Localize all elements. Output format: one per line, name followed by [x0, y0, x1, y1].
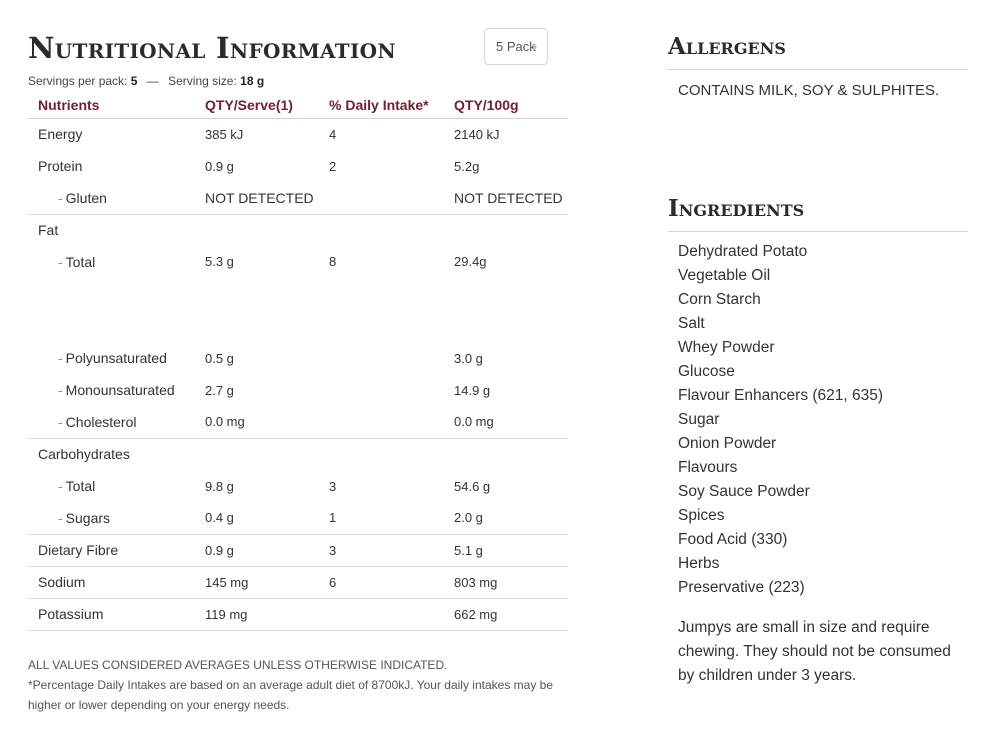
table-row [28, 534, 568, 566]
qty-100g: 29.4g [454, 254, 487, 269]
qty-serve [195, 214, 319, 246]
table-row [28, 150, 568, 182]
qty-serve: 0.4 g [195, 502, 319, 534]
list-item: Dehydrated Potato [678, 243, 808, 260]
nutrient-name: Carbohydrates [38, 446, 130, 463]
qty-100g: 803 mg [444, 566, 568, 598]
table-row [28, 566, 568, 598]
qty-serve: 0.9 g [205, 158, 234, 174]
qty-100g: 5.2g [454, 158, 480, 174]
daily-intake [319, 182, 444, 214]
list-item: Sugar [678, 411, 720, 428]
daily-intake: 1 [319, 502, 444, 534]
pack-size-select[interactable] [484, 28, 548, 65]
list-item: Whey Powder [678, 339, 775, 356]
daily-intake: 3 [329, 478, 337, 494]
qty-100g: 54.6 g [454, 478, 491, 494]
daily-intake [319, 598, 444, 630]
nutrient-name: Sodium [28, 566, 195, 598]
nutrition-notes [28, 655, 568, 715]
qty-serve [195, 438, 319, 470]
sub-dash: - [58, 254, 63, 270]
list-item: Soy Sauce Powder [678, 483, 810, 500]
qty-serve: 5.3 g [205, 254, 234, 269]
qty-100g [444, 214, 568, 246]
qty-100g: 14.9 g [454, 382, 491, 398]
sub-dash: - [58, 189, 63, 206]
sub-dash: - [58, 350, 63, 366]
nutrition-panel [28, 28, 568, 715]
daily-intake: 2 [329, 158, 337, 174]
nutrient-name: Total [65, 254, 96, 270]
qty-serve: 0.0 mg [195, 406, 319, 438]
header-nutrients: Nutrients [28, 92, 195, 118]
table-header-row [28, 92, 568, 118]
qty-100g: NOT DETECTED [444, 182, 568, 214]
qty-100g: 662 mg [444, 598, 568, 630]
chevron-right-icon [533, 43, 537, 51]
list-item: Corn Starch [678, 291, 761, 308]
qty-serve: 385 kJ [205, 126, 244, 142]
daily-intake [319, 374, 444, 406]
list-item: Flavours [678, 459, 738, 476]
serving-size-label: Serving size: [168, 74, 237, 88]
list-item: Spices [678, 507, 725, 524]
qty-serve: 0.5 g [205, 350, 234, 366]
nutrient-name: Polyunsaturated [65, 350, 167, 366]
list-item: Vegetable Oil [678, 267, 771, 284]
qty-serve: 0.9 g [195, 534, 319, 566]
table-row [28, 374, 568, 406]
sub-dash: - [58, 413, 63, 430]
qty-100g: 3.0 g [454, 350, 483, 366]
daily-intake [319, 214, 444, 246]
daily-intake [319, 438, 444, 470]
qty-100g: 0.0 mg [444, 406, 568, 438]
daily-intake: 4 [329, 126, 337, 142]
ingredients-list [668, 232, 968, 600]
sub-dash: - [58, 509, 63, 526]
nutrition-title: Nutritional Information [28, 31, 396, 65]
table-row [28, 502, 568, 534]
nutrient-name: Dietary Fibre [28, 534, 195, 566]
serving-size-value: 18 g [240, 74, 265, 88]
list-item: Salt [678, 315, 705, 332]
allergens-text: CONTAINS MILK, SOY & SULPHITES. [678, 82, 940, 99]
servings-separator: — [146, 74, 159, 88]
daily-intake: 8 [329, 254, 337, 269]
table-row [28, 246, 568, 342]
qty-serve: 119 mg [195, 598, 319, 630]
servings-info [28, 74, 568, 92]
allergens-title: Allergens [668, 28, 968, 70]
daily-intake: 3 [319, 534, 444, 566]
nutrient-name: Gluten [65, 189, 107, 206]
sub-dash: - [58, 478, 63, 494]
servings-label: Servings per pack: [28, 74, 128, 88]
list-item: Flavour Enhancers (621, 635) [678, 387, 884, 404]
sub-dash: - [58, 382, 63, 398]
list-item: Onion Powder [678, 435, 777, 452]
table-row [28, 470, 568, 502]
qty-serve: 9.8 g [205, 478, 234, 494]
nutrient-name: Cholesterol [65, 413, 137, 430]
list-item: Herbs [678, 555, 720, 572]
qty-serve: 2.7 g [205, 382, 234, 398]
ingredients-title: Ingredients [668, 190, 968, 232]
daily-intake-footnote: *Percentage Daily Intakes are based on an average adult diet of 8700kJ. Your daily intakes may be higher or lower depending on your energy needs. [28, 677, 554, 712]
qty-100g [444, 438, 568, 470]
nutrient-name: Fat [38, 222, 59, 239]
list-item: Glucose [678, 363, 735, 380]
nutrition-header [28, 28, 568, 68]
table-row [28, 182, 568, 214]
nutrient-name: Protein [38, 158, 83, 174]
qty-100g: 2.0 g [444, 502, 568, 534]
qty-serve: 145 mg [195, 566, 319, 598]
nutrient-name: Sugars [65, 509, 111, 526]
daily-intake [319, 406, 444, 438]
header-qty-100g: QTY/100g [444, 92, 568, 118]
table-row [28, 214, 568, 246]
daily-intake [319, 342, 444, 374]
table-row [28, 406, 568, 438]
table-row [28, 342, 568, 374]
nutrient-name: Energy [38, 126, 83, 143]
table-row [28, 438, 568, 470]
list-item: Preservative (223) [678, 579, 805, 596]
header-qty-serve: QTY/Serve(1) [195, 92, 319, 118]
pack-size-value: 5 Pack [496, 39, 536, 54]
qty-100g: 5.1 g [444, 534, 568, 566]
qty-100g: 2140 kJ [454, 126, 500, 142]
qty-serve: NOT DETECTED [195, 182, 319, 214]
list-item: Food Acid (330) [678, 531, 788, 548]
table-row [28, 118, 568, 150]
nutrient-name: Potassium [28, 598, 195, 630]
choking-warning: Jumpys are small in size and require chewing. They should not be consumed by children under 3 years. [678, 619, 951, 684]
side-panel [668, 28, 968, 688]
averages-note: ALL VALUES CONSIDERED AVERAGES UNLESS OTHERWISE INDICATED. [28, 657, 448, 672]
daily-intake: 6 [319, 566, 444, 598]
nutrient-name: Total [65, 478, 96, 494]
header-daily-intake: % Daily Intake* [319, 92, 444, 118]
table-row [28, 598, 568, 630]
servings-value: 5 [130, 74, 138, 88]
nutrient-name: Monounsaturated [65, 382, 175, 398]
nutrition-table [28, 92, 568, 631]
